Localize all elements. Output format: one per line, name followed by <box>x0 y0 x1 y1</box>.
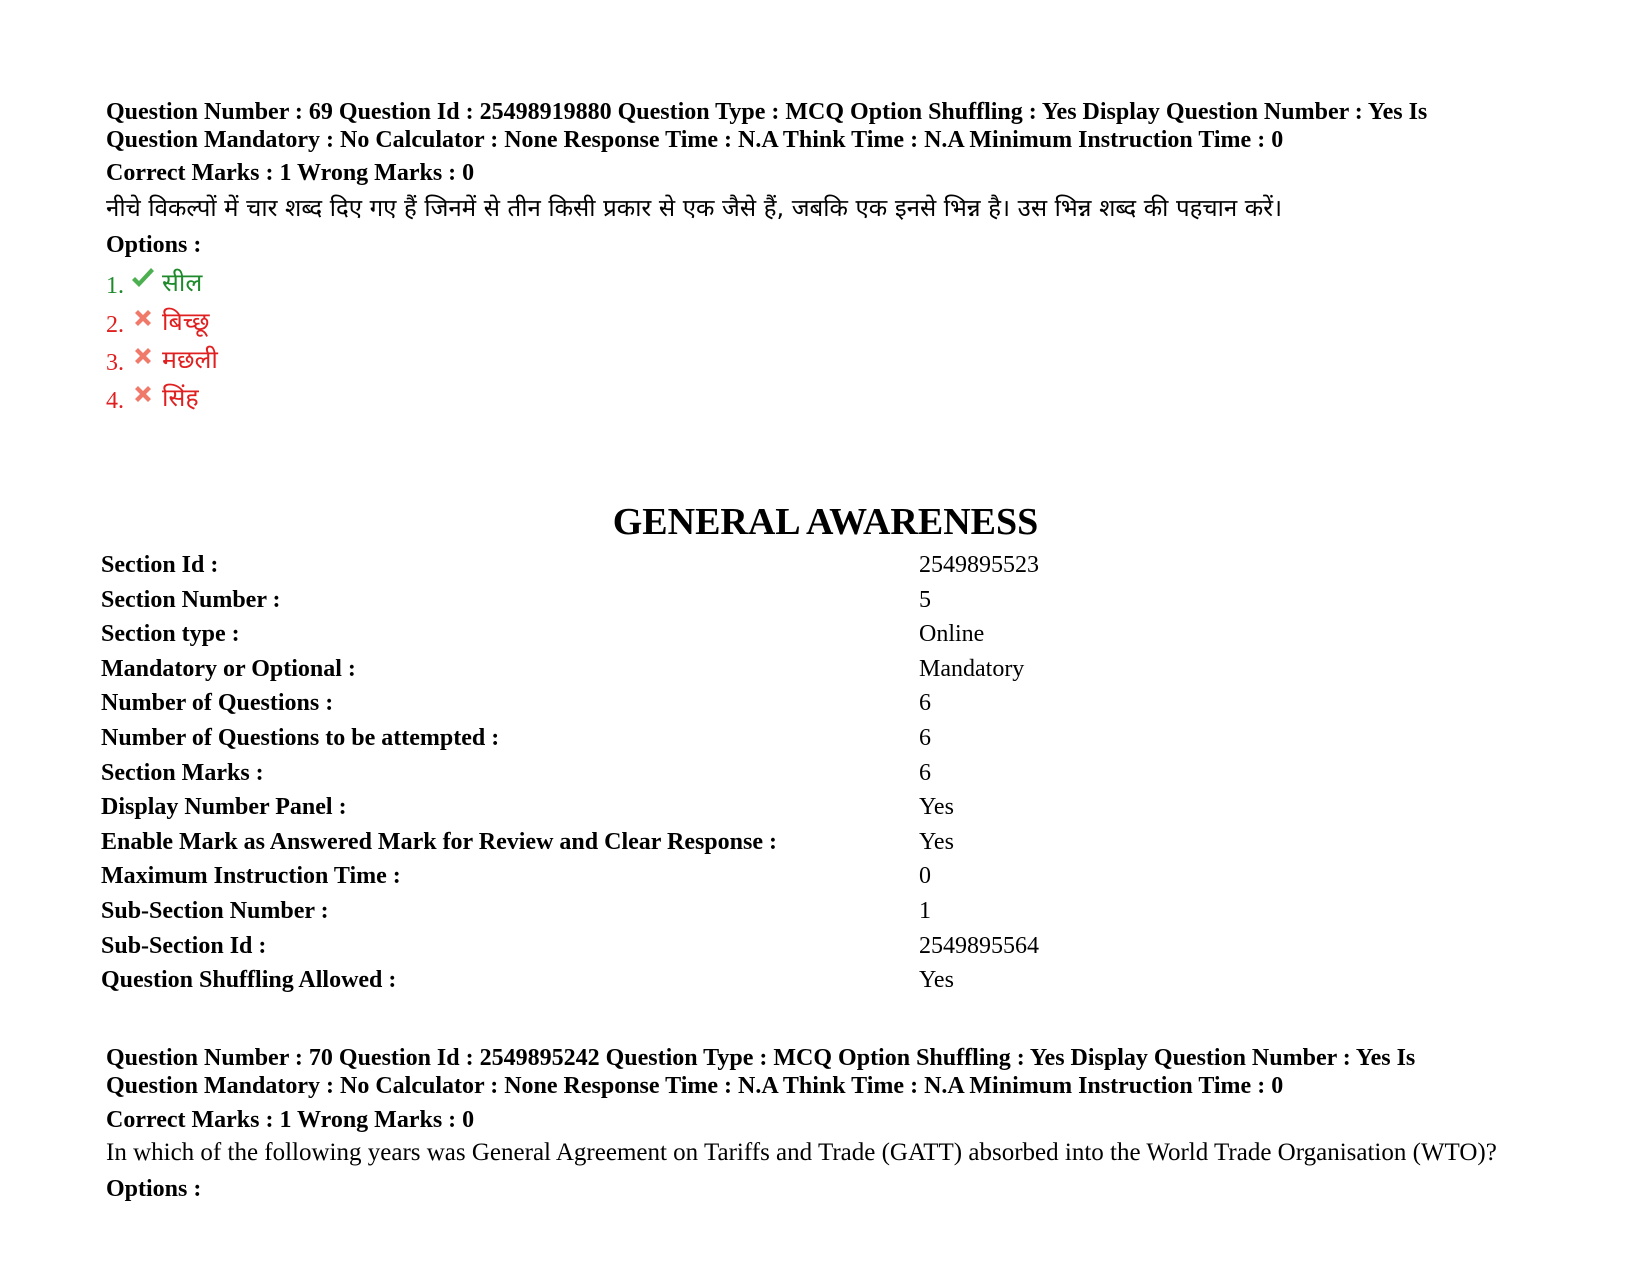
question-meta-line-2: Question Mandatory : No Calculator : None Response Time : N.A Think Time : N.A Minimum Instruction Time : 0 <box>106 1073 1284 1099</box>
section-row-value: 6 <box>919 724 931 751</box>
section-row-key: Section Marks : <box>101 759 264 786</box>
section-row <box>101 583 1201 618</box>
section-row-value: Online <box>919 621 985 648</box>
section-row-value: 6 <box>919 759 931 786</box>
section-row-value: Mandatory <box>919 655 1025 682</box>
section-row-key: Display Number Panel : <box>101 794 347 821</box>
section-row-key: Number of Questions : <box>101 690 334 717</box>
section-row-value: 6 <box>919 690 931 717</box>
section-row <box>101 756 1201 791</box>
option-number: 2. <box>106 312 124 338</box>
options-label: Options : <box>106 1176 202 1202</box>
question-text: नीचे विकल्पों में चार शब्द दिए गए हैं जिनमें से तीन किसी प्रकार से एक जैसे हैं, जबकि एक इनसे भिन्न है। उस भिन्न शब्द की पहचान करें। <box>106 194 1283 222</box>
section-row <box>101 617 1201 652</box>
section-row-value: Yes <box>919 828 954 855</box>
option-text: सिंह <box>162 383 199 412</box>
section-row-value: 2549895523 <box>919 552 1039 578</box>
section-row-key: Question Shuffling Allowed : <box>101 967 397 994</box>
section-row-value: Yes <box>919 794 954 821</box>
section-row <box>101 894 1201 929</box>
option-number: 1. <box>106 273 124 299</box>
section-row <box>101 548 1201 583</box>
section-row-key: Enable Mark as Answered Mark for Review and Clear Response : <box>101 828 777 855</box>
options-label: Options : <box>106 232 202 258</box>
question-marks: Correct Marks : 1 Wrong Marks : 0 <box>106 160 475 186</box>
section-row-key: Section Id : <box>101 552 219 578</box>
question-meta-line-1: Question Number : 69 Question Id : 25498919880 Question Type : MCQ Option Shuffling : Yes Display Question Number : Yes Is <box>106 99 1428 125</box>
cross-icon <box>130 381 156 407</box>
section-info-table <box>101 548 1201 998</box>
section-row <box>101 963 1201 998</box>
question-meta-line-2: Question Mandatory : No Calculator : None Response Time : N.A Think Time : N.A Minimum Instruction Time : 0 <box>106 127 1284 153</box>
question-marks: Correct Marks : 1 Wrong Marks : 0 <box>106 1107 475 1133</box>
section-row <box>101 825 1201 860</box>
option-1 <box>106 266 202 300</box>
option-text: मछली <box>162 345 218 374</box>
section-row-value: Yes <box>919 967 954 994</box>
section-row <box>101 652 1201 687</box>
section-row <box>101 859 1201 894</box>
option-number: 3. <box>106 350 124 376</box>
section-row-key: Section Number : <box>101 586 281 613</box>
section-title: GENERAL AWARENESS <box>612 501 1039 543</box>
option-4 <box>106 381 199 415</box>
section-row-key: Maximum Instruction Time : <box>101 863 401 890</box>
section-row <box>101 686 1201 721</box>
section-row-value: 1 <box>919 897 931 924</box>
section-row-value: 5 <box>919 586 931 613</box>
section-row-key: Section type : <box>101 621 240 648</box>
option-text: सील <box>162 268 203 297</box>
cross-icon <box>130 305 156 331</box>
section-row <box>101 790 1201 825</box>
option-text: बिच्छू <box>162 307 210 336</box>
cross-icon <box>130 343 156 369</box>
option-3 <box>106 343 218 377</box>
section-row-key: Sub-Section Number : <box>101 897 329 924</box>
section-row-key: Mandatory or Optional : <box>101 655 356 682</box>
question-meta-line-1: Question Number : 70 Question Id : 2549895242 Question Type : MCQ Option Shuffling : Yes Display Question Number : Yes Is <box>106 1045 1416 1071</box>
option-number: 4. <box>106 388 124 414</box>
option-2 <box>106 305 209 339</box>
section-row-key: Number of Questions to be attempted : <box>101 724 500 751</box>
section-row <box>101 721 1201 756</box>
section-row-value: 2549895564 <box>919 932 1039 959</box>
check-icon <box>130 266 156 292</box>
question-text: In which of the following years was General Agreement on Tariffs and Trade (GATT) absorbed into the World Trade Organisation (WTO)? <box>106 1139 1497 1166</box>
section-row <box>101 929 1201 964</box>
section-row-key: Sub-Section Id : <box>101 932 267 959</box>
section-row-value: 0 <box>919 863 931 890</box>
